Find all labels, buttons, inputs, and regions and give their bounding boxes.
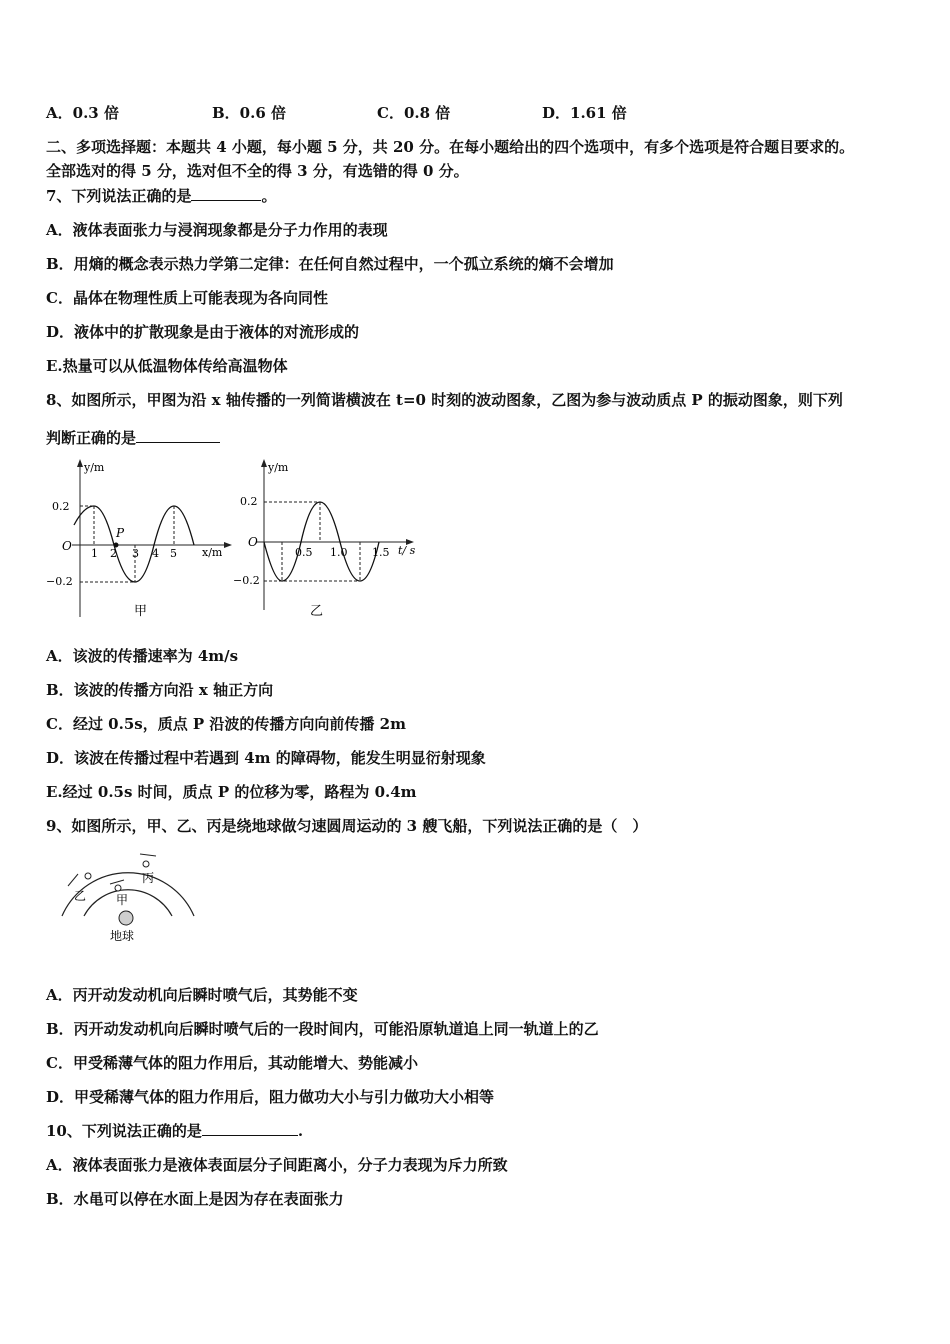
yi-ytick-pos: 0.2 bbox=[240, 495, 258, 508]
earth-label: 地球 bbox=[110, 929, 135, 943]
jia-ytick-pos: 0.2 bbox=[52, 500, 70, 513]
jia-point-label: P bbox=[116, 526, 125, 540]
q10-stem bbox=[46, 1121, 303, 1141]
jia-origin: O bbox=[62, 539, 72, 553]
jia-x-arrow bbox=[224, 542, 232, 548]
jia-ytick-neg: −0.2 bbox=[46, 575, 73, 588]
yi-xtick-3: 1.5 bbox=[372, 546, 390, 559]
q9-option-b: B．丙开动发动机向后瞬时喷气后的一段时间内，可能沿原轨道追上同一轨道上的乙 bbox=[46, 1020, 599, 1038]
q7-option-c: C．晶体在物理性质上可能表现为各向同性 bbox=[46, 289, 328, 307]
q9-stem: 9、如图所示，甲、乙、丙是绕地球做匀速圆周运动的 3 艘飞船，下列说法正确的是（ ） bbox=[46, 817, 648, 835]
q9-option-d: D．甲受稀薄气体的阻力作用后，阻力做功大小与引力做功大小相等 bbox=[46, 1088, 495, 1106]
yi-y-arrow bbox=[261, 459, 267, 467]
q6-option-d: D．1.61 倍 bbox=[542, 104, 627, 122]
q8-option-a: A．该波的传播速率为 4m/s bbox=[46, 647, 239, 665]
q6-option-a: A．0.3 倍 bbox=[46, 104, 119, 122]
jia-caption: 甲 bbox=[134, 604, 148, 619]
q9-option-c: C．甲受稀薄气体的阻力作用后，其动能增大、势能减小 bbox=[46, 1054, 418, 1072]
jia-xlabel: x/m bbox=[202, 546, 223, 559]
q7-stem-suffix: 。 bbox=[261, 187, 277, 205]
q10-answer-blank bbox=[202, 1121, 298, 1136]
ship-jia bbox=[115, 885, 121, 891]
q6-option-b: B．0.6 倍 bbox=[212, 104, 286, 122]
yi-xlabel: t/ s bbox=[398, 544, 416, 557]
yi-origin: O bbox=[248, 535, 258, 549]
jia-xtick-5: 5 bbox=[170, 547, 177, 560]
q8-option-b: B．该波的传播方向沿 x 轴正方向 bbox=[46, 681, 274, 699]
jia-xtick-2: 2 bbox=[110, 547, 117, 560]
jia-xtick-3: 3 bbox=[132, 547, 139, 560]
wave-graph-jia bbox=[40, 455, 240, 625]
q10-option-a: A．液体表面张力是液体表面层分子间距离小，分子力表现为斥力所致 bbox=[46, 1156, 508, 1174]
q10-stem-prefix: 10、下列说法正确的是 bbox=[46, 1122, 202, 1140]
yi-ytick-neg: −0.2 bbox=[233, 574, 260, 587]
jia-xtick-1: 1 bbox=[91, 547, 98, 560]
q8-option-e: E.经过 0.5s 时间，质点 P 的位移为零，路程为 0.4m bbox=[46, 783, 417, 801]
q7-option-d: D．液体中的扩散现象是由于液体的对流形成的 bbox=[46, 323, 360, 341]
q7-option-e: E.热量可以从低温物体传给高温物体 bbox=[46, 357, 288, 375]
q8-option-c: C．经过 0.5s，质点 P 沿波的传播方向向前传播 2m bbox=[46, 715, 406, 733]
q10-stem-suffix: . bbox=[297, 1122, 304, 1140]
q7-answer-blank bbox=[191, 186, 261, 201]
q10-option-b: B．水黾可以停在水面上是因为存在表面张力 bbox=[46, 1190, 344, 1208]
jia-y-arrow bbox=[77, 459, 83, 467]
q9-option-a: A．丙开动发动机向后瞬时喷气后，其势能不变 bbox=[46, 986, 358, 1004]
jia-ylabel: y/m bbox=[84, 461, 105, 474]
q7-option-b: B．用熵的概念表示热力学第二定律：在任何自然过程中，一个孤立系统的熵不会增加 bbox=[46, 255, 614, 273]
orbit-diagram bbox=[52, 846, 202, 946]
yi-caption: 乙 bbox=[310, 604, 324, 619]
jia-xtick-4: 4 bbox=[152, 547, 159, 560]
q8-stem-prefix: 判断正确的是 bbox=[46, 429, 137, 447]
q8-stem-line1: 8、如图所示，甲图为沿 x 轴传播的一列简谐横波在 t=0 时刻的波动图象，乙图为参与波动质点 P 的振动图象，则下列 bbox=[46, 391, 843, 409]
q8-option-d: D．该波在传播过程中若遇到 4m 的障碍物，能发生明显衍射现象 bbox=[46, 749, 486, 767]
ship-bing-label: 丙 bbox=[142, 871, 155, 885]
q7-stem-prefix: 7、下列说法正确的是 bbox=[46, 187, 192, 205]
section2-line2: 全部选对的得 5 分，选对但不全的得 3 分，有选错的得 0 分。 bbox=[46, 162, 469, 180]
yi-ylabel: y/m bbox=[268, 461, 289, 474]
q8-answer-blank bbox=[136, 428, 220, 443]
ship-yi-arrow bbox=[68, 874, 78, 886]
yi-xtick-1: 0.5 bbox=[295, 546, 313, 559]
q8-stem-line2 bbox=[46, 428, 220, 448]
ship-jia-label: 甲 bbox=[116, 893, 129, 907]
yi-xtick-2: 1.0 bbox=[330, 546, 348, 559]
q6-option-c: C．0.8 倍 bbox=[377, 104, 451, 122]
q7-stem bbox=[46, 186, 276, 206]
vibration-graph-yi bbox=[232, 455, 432, 625]
jia-wave-curve bbox=[74, 506, 194, 582]
q7-option-a: A．液体表面张力与浸润现象都是分子力作用的表现 bbox=[46, 221, 388, 239]
earth-circle bbox=[119, 911, 133, 925]
ship-yi-label: 乙 bbox=[74, 889, 87, 903]
section2-line1: 二、多项选择题：本题共 4 小题，每小题 5 分，共 20 分。在每小题给出的四个选项中，有多个选项是符合题目要求的。 bbox=[46, 138, 855, 156]
ship-bing bbox=[143, 861, 149, 867]
ship-bing-arrow bbox=[140, 854, 156, 856]
ship-jia-arrow bbox=[110, 880, 124, 884]
ship-yi bbox=[85, 873, 91, 879]
